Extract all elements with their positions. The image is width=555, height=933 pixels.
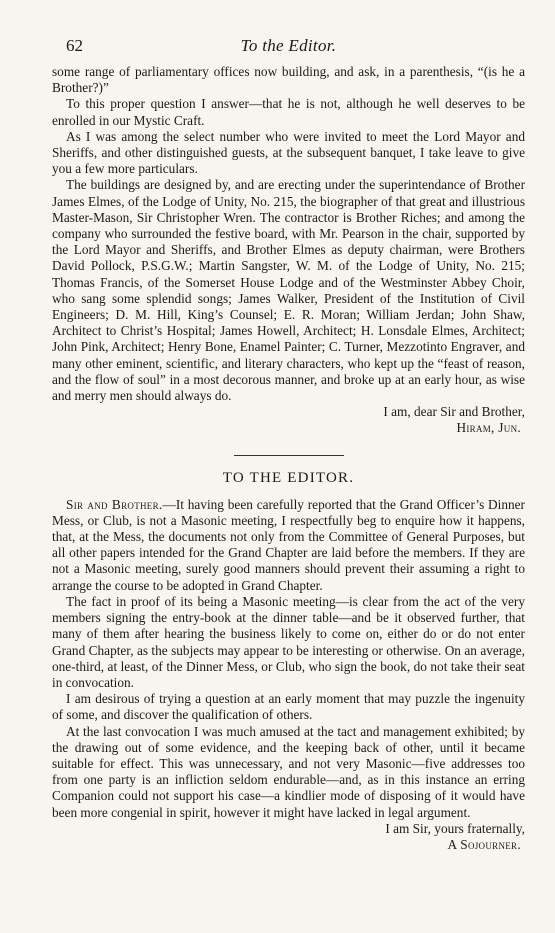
page-header <box>52 30 525 64</box>
running-head: To the Editor. <box>240 36 337 55</box>
letter1-paragraph: To this proper question I answer—that he is not, although he well deserves to be enrolled in our Mystic Craft. <box>52 96 525 128</box>
letter1-paragraph: some range of parliamentary offices now building, and ask, in a parenthesis, “(is he a Brother?)” <box>52 64 525 96</box>
letter2-paragraph <box>52 497 525 594</box>
section-title: TO THE EDITOR. <box>222 469 355 486</box>
letter2-paragraph: I am desirous of trying a question at an early moment that may puzzle the ingenuity of some, and discover the qualification of others. <box>52 691 525 723</box>
salutation: Sir and Brother. <box>66 496 163 512</box>
letter-sojourner <box>52 497 525 853</box>
letter1-paragraph: As I was among the select number who were invited to meet the Lord Mayor and Sheriffs, and other distinguished guests, at the subsequent banquet, I take leave to give you a few more particulars. <box>52 128 525 177</box>
letter-hiram <box>52 64 525 437</box>
letter2-closing: I am Sir, yours fraternally, <box>385 820 525 836</box>
letter1-signature: Hiram, Jun. <box>456 420 521 436</box>
letter1-closing: I am, dear Sir and Brother, <box>383 404 525 420</box>
letter2-paragraph: The fact in proof of its being a Masonic meeting—is clear from the act of the very members signing the entry-book at the dinner table—and be it observed further, that many of them after hearing the business likely to come on, either do or do not enter Grand Chapter, as the subjects may appear to be interesting or otherwise. On an average, one-third, at least, of the Dinner Mess, or Club, who sign the book, do not take their seat in convocation. <box>52 593 525 690</box>
letter2-signature: A Sojourner. <box>447 836 521 852</box>
letter2-paragraph: At the last convocation I was much amused at the tact and management exhibited; by the drawing out of some evidence, and the keeping back of other, until it became suitable for effect. This was unnecessary, and not very Masonic—five addresses too from one party is an infliction seldom endurable—and, as in this instance an erring Companion could not support his case—a kindlier mode of disposing of it would have been more congenial in spirit, however it might have lacked in legal argument. <box>52 723 525 820</box>
letter2-paragraph-text: —It having been carefully reported that the Grand Officer’s Dinner Mess, or Club, is not a Masonic meeting, I respectfully beg to enquire how it happens, that, at the Mess, the documents not only from the Committee of General Purposes, but all other papers intended for the Grand Chapter are laid before the members. If they are not a Masonic meeting, surely good manners should prevent their assuming a right to arrange the course to be adopted in Grand Chapter. <box>52 496 525 593</box>
section-divider <box>234 455 344 456</box>
letter1-paragraph: The buildings are designed by, and are erecting under the superintendance of Brother James Elmes, of the Lodge of Unity, No. 215, the biographer of that great and illustrious Master-Mason, Sir Christopher Wren. The contractor is Brother Riches; and among the company who surrounded the festive board, with Mr. Pearson in the chair, supported by the Lord Mayor and Sheriffs, and Brother Elmes as deputy chairman, were Brothers David Pollock, P.S.G.W.; Martin Sangster, W. M. of the Lodge of Unity, No. 215; Thomas Francis, of the Somerset House Lodge and of the Westminster Abbey Choir, who sang some splendid songs; James Walker, President of the Institution of Civil Engineers; D. M. Hill, King’s Counsel; E. R. Moran; William Jerdan; John Shaw, Architect to Christ’s Hospital; James Howell, Architect; H. Lonsdale Elmes, Architect; John Pink, Architect; Henry Bone, Enamel Painter; C. Turner, Mezzotinto Engraver, and many other eminent, scientific, and literary characters, who kept up the “feast of reason, and the flow of soul” in a most decorous manner, and broke up at an early hour, as wise and merry men should always do. <box>52 177 525 404</box>
page-number: 62 <box>66 36 83 55</box>
